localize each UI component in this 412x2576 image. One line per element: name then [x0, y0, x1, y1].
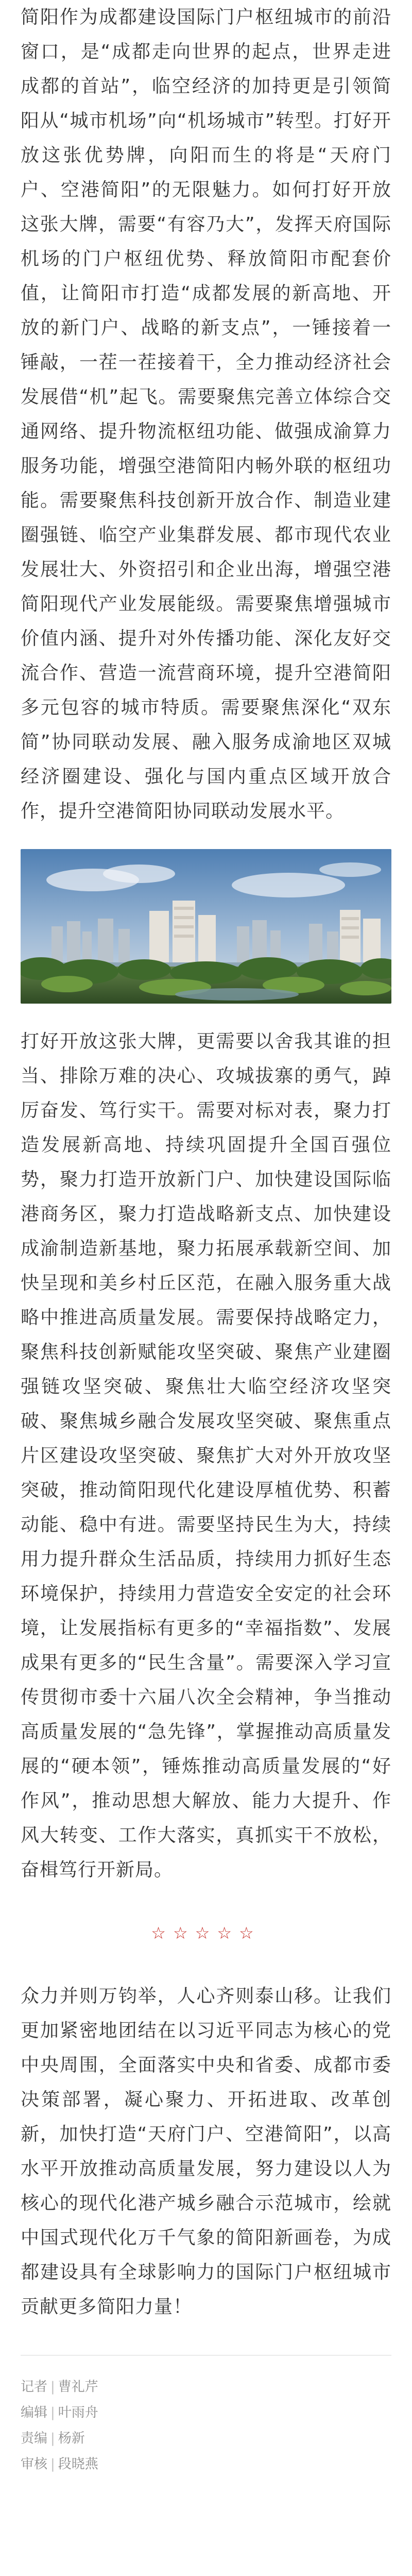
credit-label: 记者 — [21, 2379, 48, 2395]
credit-label: 责编 — [21, 2431, 48, 2446]
credits-block — [21, 2374, 391, 2498]
credit-value: 杨新 — [58, 2431, 85, 2446]
article-paragraph-3: 众力并则万钧举，人心齐则泰山移。让我们更加紧密地团结在以习近平同志为核心的党中央周围，全面落实中央和省委、成都市委决策部署，凝心聚力、开拓进取、改革创新，加快打造“天府门户、空港简阳”，以高水平开放推动高质量发展，努力建设以人为核心的现代化港产城乡融合示范城市，绘就中国式现代化万千气象的简阳新画卷，为成都建设具有全球影响力的国际门户枢纽城市贡献更多简阳力量！ — [21, 1986, 391, 2317]
credit-value: 叶雨舟 — [58, 2405, 98, 2420]
credit-reporter: 记者 | 曹礼芹 — [21, 2379, 98, 2395]
article-paragraph-2: 打好开放这张大牌，更需要以舍我其谁的担当、排除万难的决心、攻城拔寨的勇气，踔厉奋发、笃行实干。需要对标对表，聚力打造发展新高地、持续巩固提升全国百强位势，聚力打造开放新门户、加快建设国际临港商务区，聚力打造战略新支点、加快建设成渝制造新基地，聚力拓展承载新空间、加快呈现和美乡村丘区范，在融入服务重大战略中推进高质量发展。需要保持战略定力，聚焦科技创新赋能攻坚突破、聚焦产业建圈强链攻坚突破、聚焦壮大临空经济攻坚突破、聚焦城乡融合发展攻坚突破、聚焦重点片区建设攻坚突破、聚焦扩大对外开放攻坚突破，推动简阳现代化建设厚植优势、积蓄动能、稳中有进。需要坚持民生为大，持续用力提升群众生活品质，持续用力抓好生态环境保护，持续用力营造安全安定的社会环境，让发展指标有更多的“幸福指数”、发展成果有更多的“民生含量”。需要深入学习宣传贯彻市委十六届八次全会精神，争当推动高质量发展的“急先锋”，掌握推动高质量发展的“硬本领”，锤炼推动高质量发展的“好作风”，推动思想大解放、能力大提升、作风大转变、工作大落实，真抓实干不放松，奋楫笃行开新局。 — [21, 1031, 391, 1880]
credit-reviewer: 审核 | 段晓燕 — [21, 2456, 98, 2472]
section-separator-stars: ☆☆☆☆☆ — [151, 1923, 261, 1943]
credit-label: 编辑 — [21, 2405, 48, 2420]
article-paragraph-1: 简阳作为成都建设国际门户枢纽城市的前沿窗口，是“成都走向世界的起点，世界走进成都的首站”，临空经济的加持更是引领简阳从“城市机场”向“机场城市”转型。打好开放这张优势牌，向阳而生的将是“天府门户、空港简阳”的无限魅力。如何打好开放这张大牌，需要“有容乃大”，发挥天府国际机场的门户枢纽优势、释放简阳市配套价值，让简阳市打造“成都发展的新高地、开放的新门户、战略的新支点”，一锤接着一锤敲，一茬一茬接着干，全力推动经济社会发展借“机”起飞。需要聚焦完善立体综合交通网络、提升物流枢纽功能、做强成渝算力服务功能，增强空港简阳内畅外联的枢纽功能。需要聚焦科技创新开放合作、制造业建圈强链、临空产业集群发展、都市现代农业发展壮大、外资招引和企业出海，增强空港简阳现代产业发展能级。需要聚焦增强城市价值内涵、提升对外传播功能、深化友好交流合作、营造一流营商环境，提升空港简阳多元包容的城市特质。需要聚焦深化“双东简”协同联动发展、融入服务成渝地区双城经济圈建设、强化与国内重点区域开放合作，提升空港简阳协同联动发展水平。 — [21, 7, 391, 822]
credit-responsible-editor: 责编 | 杨新 — [21, 2431, 85, 2446]
city-skyline-photo — [21, 849, 391, 1004]
credit-label: 审核 — [21, 2456, 48, 2472]
credit-value: 曹礼芹 — [58, 2379, 98, 2395]
credit-value: 段晓燕 — [58, 2456, 98, 2472]
credit-editor: 编辑 | 叶雨舟 — [21, 2405, 98, 2420]
